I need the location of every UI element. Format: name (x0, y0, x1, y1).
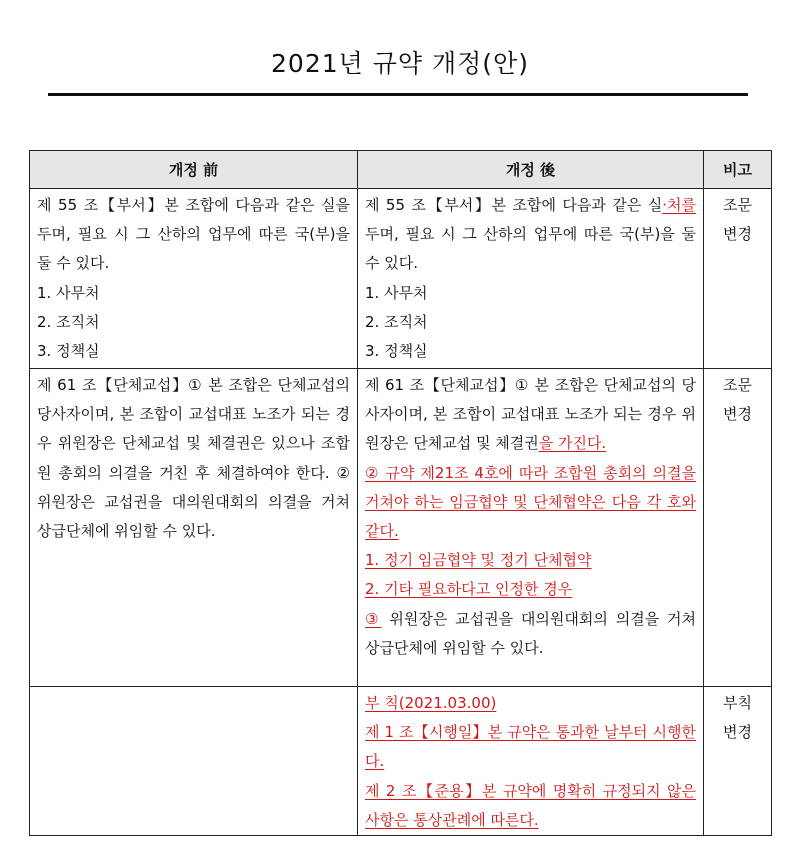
changed-text: 부 칙(2021.03.00) (365, 694, 497, 712)
changed-text: ② 규약 제21조 4호에 따라 조합원 총회의 의결을 거쳐야 하는 임금협약 및 단체협약은 다음 각 호와 같다. (365, 463, 696, 541)
changed-text: ·처를 (662, 196, 696, 214)
document-title: 2021년 규약 개정(안) (271, 49, 529, 78)
list-item: 1. 사무처 (37, 283, 100, 302)
list-item: 3. 정책실 (365, 342, 428, 361)
list-item: 3. 정책실 (37, 342, 100, 361)
after-art55-text (365, 191, 696, 279)
header-after: 개정 後 (358, 151, 704, 189)
remark-line: 변경 (723, 225, 752, 244)
after-art55-text-a: 제 55 조【부서】본 조합에 다음과 같은 실 (365, 196, 663, 214)
remark-line: 조문 (723, 376, 752, 394)
remark-line: 조문 (723, 196, 752, 214)
list-item: 2. 조직처 (37, 312, 100, 331)
before-cell-addenda (30, 687, 358, 836)
before-cell-art55 (30, 189, 358, 369)
remark-cell-art55 (704, 189, 772, 369)
remark-cell-art61 (704, 369, 772, 687)
before-cell-art61 (30, 369, 358, 687)
remark-line: 변경 (723, 405, 752, 424)
list-item: 2. 조직처 (365, 312, 428, 331)
after-art61-clause3-text: 위원장은 교섭권을 대의원대회의 의결을 거쳐 상급단체에 위임할 수 있다. (365, 609, 696, 657)
changed-clause-number: ③ (365, 609, 382, 628)
header-before: 개정 前 (30, 151, 358, 189)
amendment-table (29, 150, 772, 836)
after-art61-clause3 (365, 605, 696, 663)
remark-line: 부칙 (723, 694, 752, 712)
changed-text: 제 1 조【시행일】본 규약은 통과한 날부터 시행한다. (365, 723, 696, 771)
addenda-heading (365, 689, 696, 718)
after-cell-art55 (358, 189, 704, 369)
remark-line: 변경 (723, 723, 752, 742)
list-item (365, 546, 696, 575)
table-row (30, 369, 772, 687)
table-row (30, 189, 772, 369)
changed-text: 1. 정기 임금협약 및 정기 단체협약 (365, 551, 592, 570)
changed-text: 제 2 조【준용】본 규약에 명확히 규정되지 않은 사항은 통상관례에 따른다. (365, 781, 696, 829)
before-art55-text: 제 55 조【부서】본 조합에 다음과 같은 실을 두며, 필요 시 그 산하의 업무에 따른 국(부)을 둘 수 있다. (37, 196, 350, 273)
after-art61-clause2 (365, 459, 696, 547)
header-remark: 비고 (704, 151, 772, 189)
after-art61-clause1 (365, 371, 696, 459)
table-row (30, 687, 772, 836)
addenda-article2 (365, 777, 696, 835)
after-art61-text-a: 제 61 조【단체교섭】① 본 조합은 단체교섭의 당사자이며, 본 조합이 교섭대표 노조가 되는 경우 위원장은 단체교섭 및 체결권 (365, 376, 696, 453)
list-item (365, 575, 696, 604)
changed-text: 2. 기타 필요하다고 인정한 경우 (365, 580, 573, 599)
table-header-row (30, 151, 772, 189)
list-item: 1. 사무처 (365, 283, 428, 302)
after-art55-text-b: 두며, 필요 시 그 산하의 업무에 따른 국(부)을 둘 수 있다. (365, 225, 696, 273)
before-art61-text: 제 61 조【단체교섭】① 본 조합은 단체교섭의 당사자이며, 본 조합이 교섭대표 노조가 되는 경우 위원장은 단체교섭 및 체결권은 있으나 조합원 총회의 의결을 거친 후 체결하여야 한다. ② 위원장은 교섭권을 대의원대회의 의결을 거쳐 상급단체에 위임할 수 있다. (37, 376, 350, 541)
title-underline (48, 93, 748, 96)
after-cell-art61 (358, 369, 704, 687)
remark-cell-addenda (704, 687, 772, 836)
changed-text: 을 가진다. (538, 434, 607, 453)
after-cell-addenda (358, 687, 704, 836)
addenda-article1 (365, 718, 696, 776)
